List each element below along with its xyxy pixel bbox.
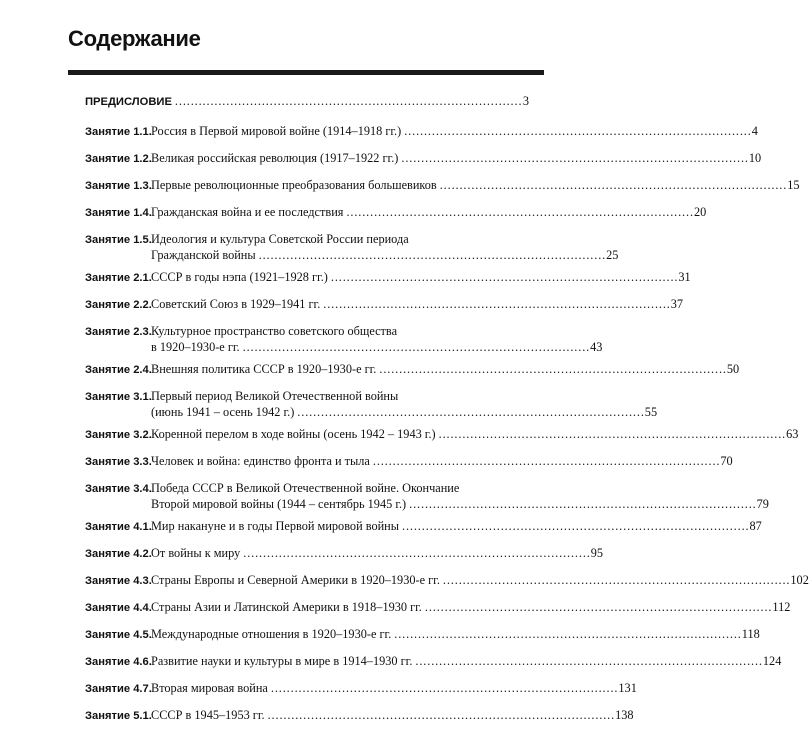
toc-entry-page: 43 <box>590 340 603 354</box>
toc-entry-label: Занятие 3.3. <box>85 456 152 468</box>
toc-entry-label: Занятие 2.2. <box>85 299 152 311</box>
toc-entry-page: 63 <box>786 427 799 441</box>
toc-entry-label: Занятие 4.3. <box>85 575 152 587</box>
toc-entry-label: Занятие 2.4. <box>85 364 152 376</box>
toc-entry-page: 20 <box>693 205 707 219</box>
toc-entry[interactable] <box>85 454 733 470</box>
toc-leader-dots <box>404 124 750 139</box>
toc-entry-label: Занятие 1.4. <box>85 207 152 219</box>
toc-entry-title: Страны Азии и Латинской Америки в 1918–1930 гг. <box>151 600 422 614</box>
toc-entry-page: 15 <box>787 178 800 192</box>
toc-leader-dots <box>243 546 589 561</box>
toc-entry[interactable] <box>85 481 769 512</box>
toc-leader-dots <box>394 627 740 642</box>
toc-entry-title: Победа СССР в Великой Отечественной войне. Окончание <box>151 481 460 495</box>
toc-entry-page: 95 <box>590 546 604 560</box>
toc-entry[interactable] <box>85 151 762 167</box>
toc-entry-title-cont: в 1920–1930-е гг. <box>151 340 240 354</box>
toc-entry-page: 50 <box>726 362 740 376</box>
toc-entry-label: Занятие 1.5. <box>85 234 152 246</box>
toc-leader-dots <box>271 681 617 696</box>
toc-entry[interactable] <box>85 389 658 420</box>
toc-leader-dots <box>297 405 643 420</box>
toc-entry[interactable] <box>85 654 782 670</box>
toc-entry-page: 10 <box>748 151 762 165</box>
toc-entry-page: 131 <box>618 681 637 695</box>
toc-entry-label: Занятие 3.1. <box>85 391 152 403</box>
toc-entry[interactable] <box>85 232 619 263</box>
toc-entry-title: Мир накануне и в годы Первой мировой войны <box>151 519 400 533</box>
toc-entry[interactable] <box>85 362 740 378</box>
toc-entry-title: Внешняя политика СССР в 1920–1930-е гг. <box>151 362 377 376</box>
title-divider <box>68 70 544 75</box>
toc-entry-label: Занятие 4.4. <box>85 602 152 614</box>
toc-entry-page: 3 <box>522 94 529 108</box>
toc-leader-dots <box>425 600 771 615</box>
toc-entry-label: Занятие 1.3. <box>85 180 152 192</box>
toc-entry[interactable] <box>85 324 603 355</box>
toc-entry[interactable] <box>85 94 529 110</box>
toc-entry-label: Занятие 4.7. <box>85 683 152 695</box>
toc-entry-page: 25 <box>606 248 619 262</box>
toc-entry-page: 31 <box>678 270 691 284</box>
toc-entry-title: От войны к миру <box>151 546 241 560</box>
toc-entry-label: Занятие 2.3. <box>85 326 152 338</box>
toc-entry-page: 102 <box>790 573 809 587</box>
toc-entry-page: 138 <box>615 708 634 722</box>
toc-entry-label: Занятие 4.6. <box>85 656 152 668</box>
toc-entry-page: 79 <box>756 497 769 511</box>
toc-entry[interactable] <box>85 427 799 443</box>
toc-leader-dots <box>373 454 719 469</box>
toc-leader-dots <box>268 708 614 723</box>
toc-entry-label: Занятие 1.1. <box>85 126 152 138</box>
toc-entry-title-cont: Гражданской войны <box>151 248 256 262</box>
toc-entry-label: Занятие 5.1. <box>85 710 152 722</box>
toc-entry-title: Советский Союз в 1929–1941 гг. <box>151 297 321 311</box>
toc-entry-title: Культурное пространство советского общества <box>151 324 398 338</box>
toc-entry[interactable] <box>85 681 637 697</box>
toc-entry-page: 70 <box>720 454 733 468</box>
toc-leader-dots <box>401 151 747 166</box>
toc-entry-label: Занятие 4.5. <box>85 629 152 641</box>
toc-entry-label: Занятие 3.2. <box>85 429 152 441</box>
toc-entry[interactable] <box>85 708 634 724</box>
toc-leader-dots <box>259 248 605 263</box>
toc-entry-page: 87 <box>749 519 762 533</box>
toc-entry-page: 118 <box>741 627 760 641</box>
toc-leader-dots <box>440 178 786 193</box>
toc-leader-dots <box>409 497 755 512</box>
toc-leader-dots <box>443 573 789 588</box>
toc-entry-title: Великая российская революция (1917–1922 гг.) <box>151 151 399 165</box>
toc-entry[interactable] <box>85 205 707 221</box>
toc-entry-label: Занятие 3.4. <box>85 483 152 495</box>
toc-entry-label: Занятие 1.2. <box>85 153 152 165</box>
toc-entry[interactable] <box>85 573 809 589</box>
toc-leader-dots <box>402 519 748 534</box>
toc-entry-title: Человек и война: единство фронта и тыла <box>151 454 370 468</box>
toc-entry-title: СССР в 1945–1953 гг. <box>151 708 265 722</box>
toc-leader-dots <box>323 297 669 312</box>
toc-entry-title: Россия в Первой мировой войне (1914–1918 гг.) <box>151 124 402 138</box>
toc-entry-title: Международные отношения в 1920–1930-е гг. <box>151 627 392 641</box>
toc-entry[interactable] <box>85 627 760 643</box>
toc-entry-label: Занятие 4.2. <box>85 548 152 560</box>
toc-entry-title: Вторая мировая война <box>151 681 268 695</box>
toc-entry[interactable] <box>85 519 762 535</box>
toc-entry-title: Первый период Великой Отечественной войны <box>151 389 399 403</box>
toc-entry-label: ПРЕДИСЛОВИЕ <box>85 96 172 108</box>
toc-entry-title: Гражданская война и ее последствия <box>151 205 344 219</box>
toc-entry-page: 112 <box>772 600 791 614</box>
toc-entry[interactable] <box>85 124 758 140</box>
toc-entry-title: СССР в годы нэпа (1921–1928 гг.) <box>151 270 328 284</box>
toc-leader-dots <box>243 340 589 355</box>
toc-leader-dots <box>439 427 785 442</box>
toc-leader-dots <box>379 362 725 377</box>
toc-entry[interactable] <box>85 600 791 616</box>
toc-entry[interactable] <box>85 297 684 313</box>
toc-entry-label: Занятие 2.1. <box>85 272 152 284</box>
toc-entry-title: Страны Европы и Северной Америки в 1920–1930-е гг. <box>151 573 440 587</box>
toc-leader-dots <box>331 270 677 285</box>
toc-leader-dots <box>415 654 761 669</box>
toc-entry-title: Развитие науки и культуры в мире в 1914–1930 гг. <box>151 654 413 668</box>
toc-entry-page: 124 <box>762 654 782 668</box>
toc-entry-page: 4 <box>751 124 758 138</box>
toc-leader-dots <box>346 205 692 220</box>
page-title: Содержание <box>68 26 201 51</box>
toc-entry[interactable] <box>85 270 691 286</box>
toc-entry-title-cont: Второй мировой войны (1944 – сентябрь 1945 г.) <box>151 497 407 511</box>
toc-leader-dots <box>175 94 521 109</box>
toc-entry-page: 55 <box>644 405 658 419</box>
toc-entry-title: Идеология и культура Советской России периода <box>151 232 409 246</box>
toc-entry-title: Первые революционные преобразования большевиков <box>151 178 437 192</box>
toc-entry-page: 37 <box>670 297 684 311</box>
toc-entry[interactable] <box>85 178 800 194</box>
toc-entry[interactable] <box>85 546 604 562</box>
toc-entry-title: Коренной перелом в ходе войны (осень 1942 – 1943 г.) <box>151 427 436 441</box>
toc-entry-title-cont: (июнь 1941 – осень 1942 г.) <box>151 405 295 419</box>
toc-entry-label: Занятие 4.1. <box>85 521 152 533</box>
